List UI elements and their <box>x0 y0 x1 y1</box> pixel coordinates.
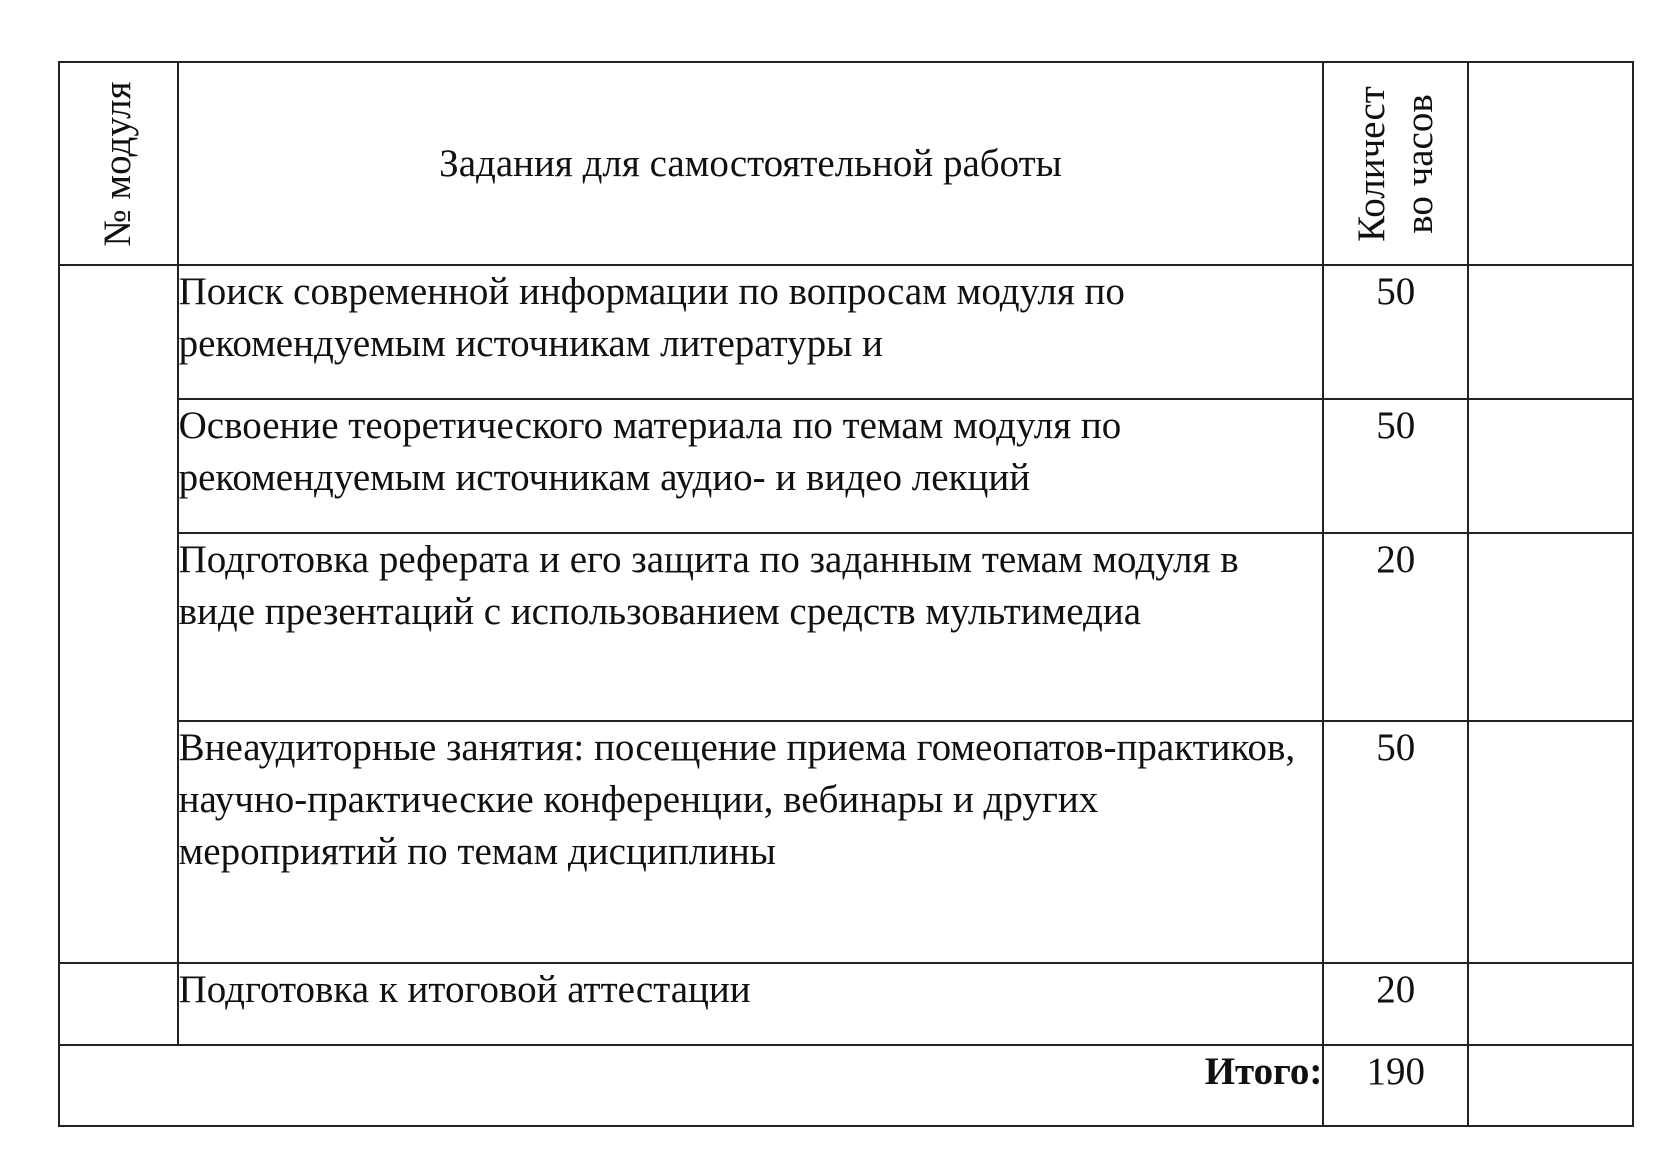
extra-cell <box>1468 1045 1633 1126</box>
header-task-label: Задания для самостоятельной работы <box>178 62 1324 265</box>
total-value: 190 <box>1323 1045 1468 1126</box>
total-row <box>59 1045 1633 1126</box>
task-cell: Поиск современной информации по вопросам модуля по рекомендуемым источникам литературы и <box>178 265 1324 399</box>
extra-cell <box>1468 399 1633 533</box>
module-cell <box>59 265 178 963</box>
table-row <box>59 533 1633 721</box>
hours-cell: 20 <box>1323 533 1468 721</box>
header-module-label: № модуля <box>96 80 140 247</box>
table-row <box>59 399 1633 533</box>
module-cell <box>59 963 178 1045</box>
table-row <box>59 265 1633 399</box>
task-cell: Подготовка к итоговой аттестации <box>178 963 1324 1045</box>
hours-cell: 50 <box>1323 399 1468 533</box>
header-hours-line1: Количест <box>1349 85 1393 242</box>
header-hours-cell <box>1323 62 1468 265</box>
table-header-row <box>59 62 1633 265</box>
header-hours-line2: во часов <box>1397 93 1441 234</box>
hours-cell: 20 <box>1323 963 1468 1045</box>
table-row <box>59 963 1633 1045</box>
hours-cell: 50 <box>1323 721 1468 963</box>
header-module-cell <box>59 62 178 265</box>
self-study-table <box>58 61 1634 1127</box>
extra-cell <box>1468 721 1633 963</box>
extra-cell <box>1468 265 1633 399</box>
header-hours-label <box>1348 86 1444 242</box>
task-cell: Подготовка реферата и его защита по заданным темам модуля в виде презентаций с использованием средств мультимедиа <box>178 533 1324 721</box>
total-label: Итого: <box>59 1045 1323 1126</box>
header-extra-cell <box>1468 62 1633 265</box>
extra-cell <box>1468 533 1633 721</box>
hours-cell: 50 <box>1323 265 1468 399</box>
task-cell: Освоение теоретического материала по темам модуля по рекомендуемым источникам аудио- и видео лекций <box>178 399 1324 533</box>
task-cell: Внеаудиторные занятия: посещение приема гомеопатов-практиков, научно-практические конференции, вебинары и других мероприятий по темам дисциплины <box>178 721 1324 963</box>
extra-cell <box>1468 963 1633 1045</box>
table-row <box>59 721 1633 963</box>
